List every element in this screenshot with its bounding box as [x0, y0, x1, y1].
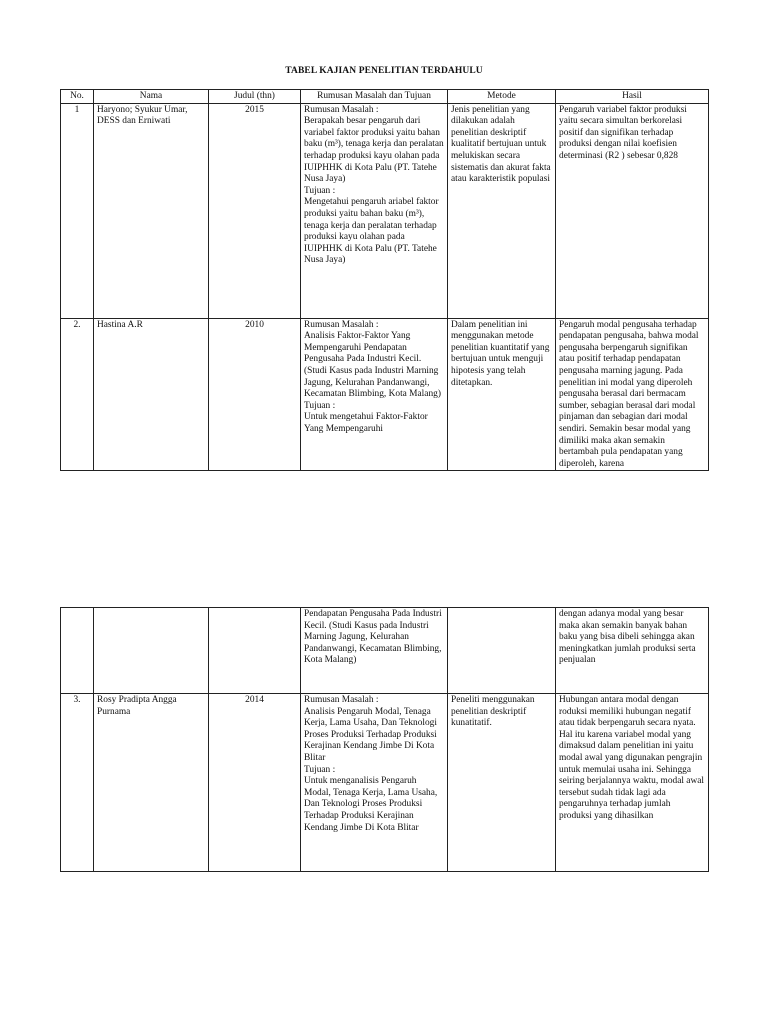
row-rumusan-tujuan	[301, 103, 448, 318]
row-no: 3.	[61, 694, 94, 872]
row-tahun: 2010	[209, 318, 301, 471]
row-tahun: 2015	[209, 103, 301, 318]
row-metode: Jenis penelitian yang dilakukan adalah penelitian deskriptif kualitatif bertujuan untuk melukiskan secara sistematis dan akurat fakta atau karakteristik populasi	[448, 103, 556, 318]
row-tahun	[209, 608, 301, 694]
row-metode: Dalam penelitian ini menggunakan metode penelitian kuantitatif yang bertujuan untuk menguji hipotesis yang telah ditetapkan.	[448, 318, 556, 471]
row-hasil: Pengaruh variabel faktor produksi yaitu secara simultan berkorelasi positif dan signifikan terhadap produksi dengan nilai koefisien determinasi (R2 ) sebesar 0,828	[556, 103, 709, 318]
row-no: 1	[61, 103, 94, 318]
header-no: No.	[61, 90, 94, 104]
row-hasil-continued: dengan adanya modal yang besar maka akan semakin banyak bahan baku yang bisa dibeli sehingga akan meningkatkan jumlah produksi serta penjualan	[556, 608, 709, 694]
rumusan-label: Rumusan Masalah :	[304, 104, 379, 115]
tujuan-label: Tujuan :	[304, 764, 336, 775]
row-nama: Hastina A.R	[94, 318, 209, 471]
row-metode	[448, 608, 556, 694]
tujuan-label: Tujuan :	[304, 185, 336, 196]
row-no	[61, 608, 94, 694]
header-nama: Nama	[94, 90, 209, 104]
rumusan-text: Analisis Pengaruh Modal, Tenaga Kerja, Lama Usaha, Dan Teknologi Proses Produksi Terhadap Produksi Kerajinan Kendang Jimbe Di Kota Blitar	[304, 706, 437, 763]
tujuan-label: Tujuan :	[304, 400, 336, 411]
table-title: TABEL KAJIAN PENELITIAN TERDAHULU	[285, 66, 483, 76]
rumusan-text: Berapakah besar pengaruh dari variabel faktor produksi yaitu bahan baku (m³), tenaga kerja dan peralatan terhadap produksi kayu olahan pada IUIPHHK di Kota Palu (PT. Tatehe Nusa Jaya)	[304, 116, 444, 185]
row-rumusan-tujuan	[301, 318, 448, 471]
row-tahun: 2014	[209, 694, 301, 872]
row-rumusan-continued: Pendapatan Pengusaha Pada Industri Kecil. (Studi Kasus pada Industri Marning Jagung, Kelurahan Pandanwangi, Kecamatan Blimbing, Kota Malang)	[301, 608, 448, 694]
tujuan-text: Mengetahui pengaruh ariabel faktor produksi yaitu bahan baku (m³), tenaga kerja dan peralatan terhadap produksi kayu olahan pada IUIPHHK di Kota Palu (PT. Tatehe Nusa Jaya)	[304, 197, 439, 266]
row-nama	[94, 608, 209, 694]
rumusan-text: Analisis Faktor-Faktor Yang Mempengaruhi Pendapatan Pengusaha Pada Industri Kecil. (Studi Kasus pada Industri Marning Jagung, Kelurahan Pandanwangi, Kecamatan Blimbing, Kota Malang)	[304, 331, 441, 400]
header-metode: Metode	[448, 90, 556, 104]
tujuan-text: Untuk menganalisis Pengaruh Modal, Tenaga Kerja, Lama Usaha, Dan Teknologi Proses Produksi Terhadap Produksi Kerajinan Kendang Jimbe Di Kota Blitar	[304, 776, 438, 833]
row-nama: Rosy Pradipta Angga Purnama	[94, 694, 209, 872]
row-hasil: Pengaruh modal pengusaha terhadap pendapatan pengusaha, bahwa modal pengusaha berpengaruh signifikan atau positif terhadap pendapatan pengusaha marning jagung. Pada penelitian ini modal yang diperoleh pengusaha berasal dari bermacam sumber, sebagian berasal dari modal pinjaman dan sebagian dari modal sendiri. Semakin besar modal yang dimiliki maka akan semakin bertambah pula pendapatan yang diperoleh, karena	[556, 318, 709, 471]
rumusan-label: Rumusan Masalah :	[304, 319, 379, 330]
table-row-continuation	[61, 608, 709, 694]
table-row	[61, 694, 709, 872]
header-hasil: Hasil	[556, 90, 709, 104]
row-rumusan-tujuan	[301, 694, 448, 872]
table-row	[61, 318, 709, 471]
header-rumusan: Rumusan Masalah dan Tujuan	[301, 90, 448, 104]
table-header-row	[61, 90, 709, 104]
row-nama: Haryono; Syukur Umar, DESS dan Erniwati	[94, 103, 209, 318]
row-metode: Peneliti menggunakan penelitian deskriptif kunatitatif.	[448, 694, 556, 872]
row-no: 2.	[61, 318, 94, 471]
header-judul: Judul (thn)	[209, 90, 301, 104]
rumusan-label: Rumusan Masalah :	[304, 695, 379, 705]
research-table-part-1	[60, 89, 709, 471]
tujuan-text: Untuk mengetahui Faktor-Faktor Yang Mempengaruhi	[304, 412, 428, 434]
research-table-part-2	[60, 607, 709, 872]
table-row	[61, 103, 709, 318]
row-hasil: Hubungan antara modal dengan roduksi memiliki hubungan negatif atau tidak berpengaruh secara nyata. Hal itu karena variabel modal yang dimaksud dalam penelitian ini yaitu modal awal yang digunakan pengrajin untuk memulai usaha ini. Sehingga seiring berjalannya waktu, modal awal tersebut sudah tidak lagi ada pengaruhnya terhadap jumlah produksi yang dihasilkan	[556, 694, 709, 872]
